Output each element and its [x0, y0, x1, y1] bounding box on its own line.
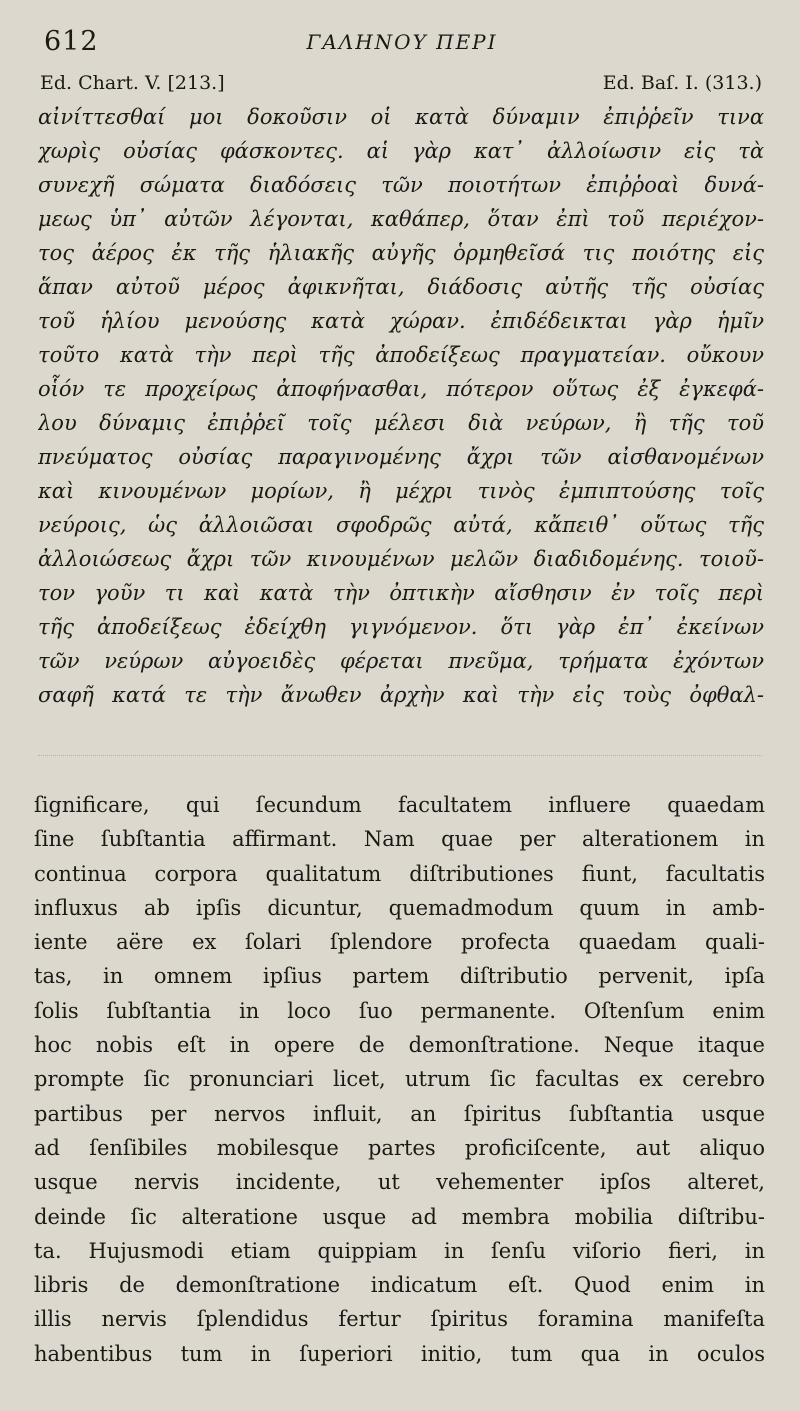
greek-text-line: νεύροις, ὡς ἀλλοιῶσαι σφοδρῶς αὐτά, κἄπειθ᾽ οὕτως τῆς [38, 513, 764, 537]
latin-text-line: ſine ſubſtantia affirmant. Nam quae per alterationem in [34, 827, 765, 852]
latin-text-line: prompte ſic pronunciari licet, utrum ſic facultas ex cerebro [34, 1067, 765, 1092]
latin-text-line: ad ſenſibiles mobilesque partes proficiſcente, aut aliquo [34, 1135, 765, 1160]
latin-text-line: illis nervis ſplendidus fertur ſpiritus foramina manifeſta [34, 1307, 765, 1332]
greek-text-line: χωρὶς οὐσίας φάσκοντες. αἱ γὰρ κατ᾽ ἀλλοίωσιν εἰς τὰ [38, 139, 764, 163]
latin-text-line: ſignificare, qui ſecundum facultatem influere quaedam [34, 793, 765, 817]
column-separator [38, 755, 762, 757]
page-number: 612 [44, 26, 99, 57]
latin-text-line: continua corpora qualitatum diſtributiones fiunt, facultatis [34, 861, 765, 886]
latin-text-line: habentibus tum in ſuperiori initio, tum qua in oculos [34, 1341, 765, 1366]
latin-text-line: ta. Hujusmodi etiam quippiam in ſenſu viſorio fieri, in [34, 1238, 765, 1263]
greek-text-line: ἀλλοιώσεως ἄχρι τῶν κινουμένων μελῶν διαδιδομένης. τοιοῦ- [38, 547, 764, 571]
latin-text-line: influxus ab ipſis dicuntur, quemadmodum quum in amb- [34, 895, 765, 920]
edition-reference-line [40, 72, 762, 100]
greek-text-line: συνεχῆ σώματα διαδόσεις τῶν ποιοτήτων ἐπιῤῥοαὶ δυνά- [38, 173, 764, 197]
latin-text-line: iente aëre ex ſolari ſplendore profecta quaedam quali- [34, 930, 765, 955]
latin-text-line: tas, in omnem ipſius partem diſtributio pervenit, ipſa [34, 964, 765, 989]
greek-text-line: οἷόν τε προχείρως ἀποφήνασθαι, πότερον οὕτως ἐξ ἐγκεφά- [38, 377, 764, 401]
greek-text-line: ἅπαν αὐτοῦ μέρος ἀφικνῆται, διάδοσις αὐτῆς τῆς οὐσίας [38, 275, 764, 299]
greek-text-line: λου δύναμις ἐπιῤῥεῖ τοῖς μέλεσι διὰ νεύρων, ἢ τῆς τοῦ [38, 411, 764, 435]
latin-text-block [34, 788, 765, 1371]
edition-reference-basel: Ed. Baſ. I. (313.) [602, 72, 762, 94]
edition-reference-chart: Ed. Chart. V. [213.] [40, 72, 225, 94]
greek-text-line: τῆς ἀποδείξεως ἐδείχθη γιγνόμενον. ὅτι γὰρ ἐπ᾽ ἐκείνων [38, 615, 764, 639]
greek-text-block [38, 100, 764, 712]
greek-text-line: τοῦτο κατὰ τὴν περὶ τῆς ἀποδείξεως πραγματείαν. οὔκουν [38, 343, 764, 367]
page-header [44, 26, 760, 66]
greek-text-line: πνεύματος οὐσίας παραγινομένης ἄχρι τῶν αἰσθανομένων [38, 445, 764, 469]
greek-text-line: τοῦ ἡλίου μενούσης κατὰ χώραν. ἐπιδέδεικται γὰρ ἡμῖν [38, 309, 764, 333]
latin-text-line: usque nervis incidente, ut vehementer ipſos alteret, [34, 1170, 765, 1195]
latin-text-line: libris de demonſtratione indicatum eſt. Quod enim in [34, 1273, 765, 1298]
greek-text-line: αἰνίττεσθαί μοι δοκοῦσιν οἱ κατὰ δύναμιν ἐπιῤῥεῖν τινα [38, 105, 764, 129]
greek-text-line: τῶν νεύρων αὐγοειδὲς φέρεται πνεῦμα, τρήματα ἐχόντων [38, 649, 764, 673]
greek-text-line: τον γοῦν τι καὶ κατὰ τὴν ὀπτικὴν αἴσθησιν ἐν τοῖς περὶ [38, 581, 764, 605]
latin-text-line: deinde ſic alteratione usque ad membra mobilia diſtribu- [34, 1204, 765, 1229]
latin-text-line: ſolis ſubſtantia in loco ſuo permanente. Oſtenſum enim [34, 998, 765, 1023]
greek-text-line: καὶ κινουμένων μορίων, ἢ μέχρι τινὸς ἐμπιπτούσης τοῖς [38, 479, 764, 503]
greek-text-line: τος ἀέρος ἐκ τῆς ἡλιακῆς αὐγῆς ὁρμηθεῖσά τις ποιότης εἰς [38, 241, 764, 265]
greek-text-line: σαφῆ κατά τε τὴν ἄνωθεν ἀρχὴν καὶ τὴν εἰς τοὺς ὀφθαλ- [38, 683, 764, 707]
running-title: ΓΑΛΗΝΟΥ ΠΕΡΙ [306, 30, 498, 54]
latin-text-line: partibus per nervos influit, an ſpiritus ſubſtantia usque [34, 1101, 765, 1126]
latin-text-line: hoc nobis eſt in opere de demonſtratione. Neque itaque [34, 1033, 765, 1058]
greek-text-line: μεως ὑπ᾽ αὐτῶν λέγονται, καθάπερ, ὅταν ἐπὶ τοῦ περιέχον- [38, 207, 764, 231]
